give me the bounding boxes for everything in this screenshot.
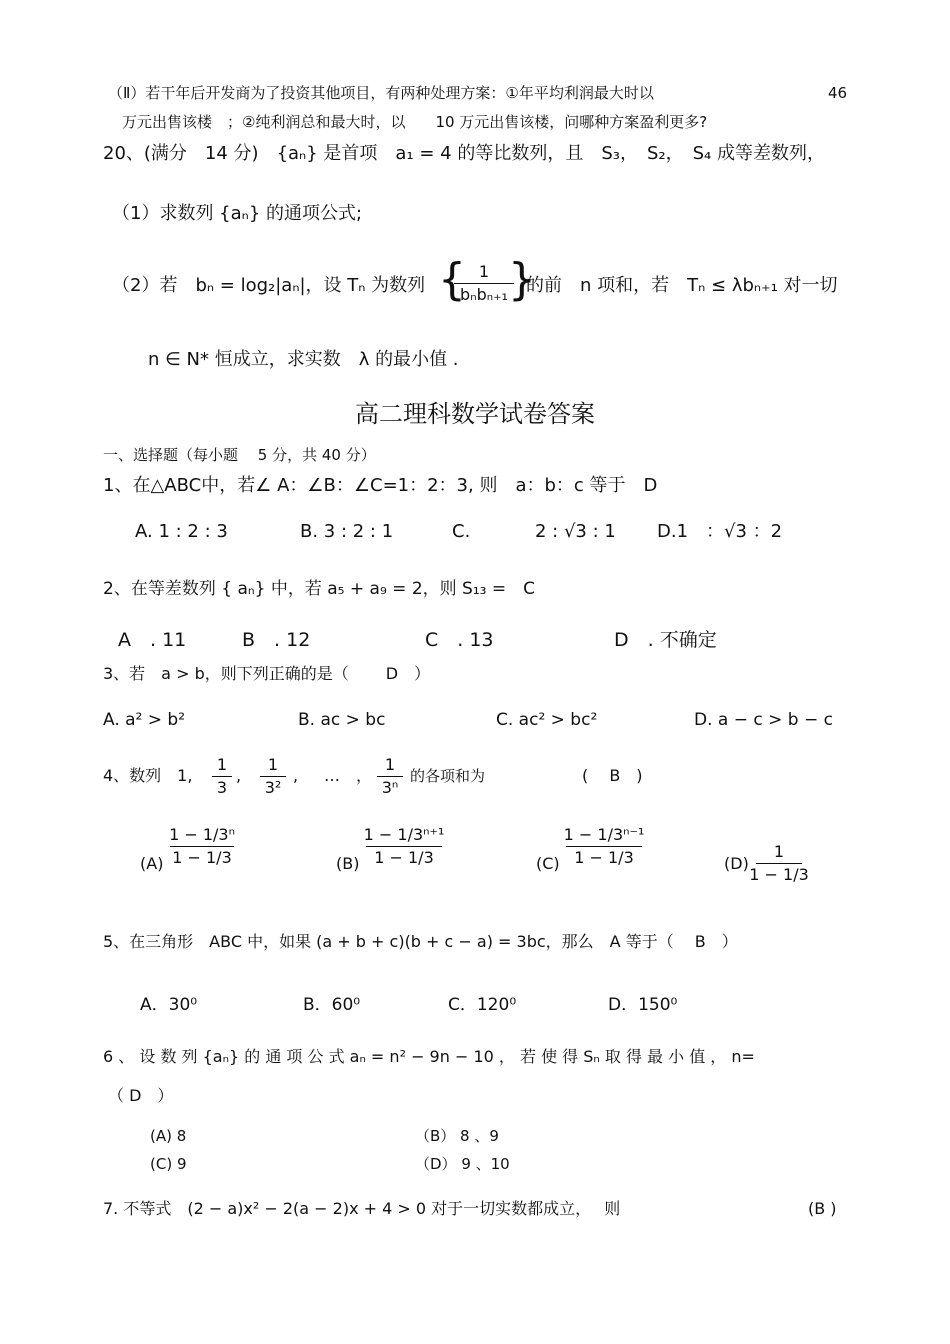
q1-option-b: B. 3 : 2 : 1 (300, 521, 394, 542)
q4-comma-2: , (293, 766, 299, 785)
q20-fraction-denominator: bₙbₙ₊₁ (460, 284, 508, 304)
q1-stem: 1、在△ABC中，若∠ A：∠B：∠C=1：2：3, 则 a：b：c 等于 D (103, 475, 658, 496)
q20-fraction (454, 263, 514, 303)
fraction-bar (454, 283, 514, 284)
q2-option-a: A . 11 (118, 629, 187, 651)
q6-option-b: （B） 8 、9 (415, 1127, 499, 1145)
q4-option-d-den: 1 − 1/3 (749, 864, 809, 884)
fraction-bar (212, 776, 232, 777)
q5-option-d: D．150⁰ (608, 995, 678, 1015)
q1-option-c: 2 : √3 : 1 (535, 521, 616, 542)
q4-comma-1: , (236, 766, 242, 785)
q4-term-1-num: 1 (216, 755, 228, 774)
q4-option-a-num: 1 − 1/3ⁿ (169, 825, 235, 844)
q19-part2-line1: （Ⅱ）若干年后开发商为了投资其他项目，有两种处理方案：①年平均利润最大时以 (108, 84, 654, 102)
q4-option-b-den: 1 − 1/3 (374, 847, 434, 867)
q20-part2-line2: n ∈ N* 恒成立，求实数 λ 的最小值 . (148, 349, 459, 370)
q4-option-d-label: (D) (724, 854, 749, 873)
q20-stem: 20、(满分 14 分) {aₙ} 是首项 a₁ = 4 的等比数列，且 S₃， S₂， S₄ 成等差数列， (103, 143, 825, 164)
q4-option-c (563, 825, 645, 867)
q4-option-c-num: 1 − 1/3ⁿ⁻¹ (563, 825, 645, 844)
q4-answer: ( B ) (582, 766, 643, 785)
q7-answer: (B ) (808, 1199, 837, 1218)
q20-part2-a: （2）若 bₙ = log₂|aₙ|，设 Tₙ 为数列 (112, 275, 426, 296)
q1-option-a: A. 1 : 2 : 3 (135, 521, 228, 542)
q4-term-2-den: 3² (264, 777, 282, 797)
q2-stem: 2、在等差数列 { aₙ} 中，若 a₅ + a₉ = 2，则 S₁₃ = C (103, 579, 535, 599)
q3-option-d: D. a − c > b − c (694, 710, 833, 730)
q4-term-2 (260, 756, 286, 796)
q4-option-a-den: 1 − 1/3 (172, 847, 232, 867)
q20-sequence-brace-left: { (438, 254, 466, 305)
q5-option-b: B．60⁰ (303, 995, 361, 1015)
q6-option-c: (C) 9 (150, 1155, 187, 1173)
q6-stem: 6 、 设 数 列 {aₙ} 的 通 项 公 式 aₙ = n² − 9n − 10 ， 若 使 得 Sₙ 取 得 最 小 值 ， n= (103, 1047, 755, 1066)
q3-option-b: B. ac > bc (298, 710, 386, 730)
q4-option-d-num: 1 (773, 842, 785, 861)
q4-term-1 (212, 756, 232, 796)
q2-option-b: B . 12 (242, 629, 311, 651)
q19-part2-number: 46 (828, 84, 848, 102)
q19-part2-line2: 万元出售该楼 ；②纯利润总和最大时，以 10 万元出售该楼，问哪种方案盈利更多? (122, 113, 708, 131)
q4-stem-start: 4、数列 1, (103, 766, 193, 785)
fraction-bar (566, 846, 642, 847)
q4-ellipsis: … ， (324, 766, 373, 785)
q4-term-n-num: 1 (384, 755, 396, 774)
q2-option-d: D . 不确定 (614, 629, 717, 651)
q20-sequence-brace-right: } (508, 254, 536, 305)
q6-option-a: (A) 8 (150, 1127, 187, 1145)
q2-option-c: C . 13 (425, 629, 494, 651)
q4-option-a-label: (A) (140, 854, 164, 873)
q4-term-n-den: 3ⁿ (381, 777, 399, 797)
q4-term-2-num: 1 (267, 755, 279, 774)
q1-option-d: D.1 ：√3 ：2 (657, 521, 783, 542)
q4-option-b-label: (B) (336, 854, 360, 873)
q5-stem: 5、在三角形 ABC 中，如果 (a + b + c)(b + c − a) = 3bc，那么 A 等于（ B ） (103, 932, 738, 951)
q4-option-d (749, 842, 809, 884)
fraction-bar (756, 863, 802, 864)
q5-option-c: C．120⁰ (448, 995, 517, 1015)
q4-option-c-den: 1 − 1/3 (574, 847, 634, 867)
fraction-bar (377, 776, 403, 777)
q4-option-b (363, 825, 445, 867)
q7-stem: 7. 不等式 (2 − a)x² − 2(a − 2)x + 4 > 0 对于一切实数都成立， 则 (103, 1199, 621, 1218)
q3-stem: 3、若 a > b，则下列正确的是（ D ） (103, 664, 431, 683)
fraction-bar (170, 846, 234, 847)
q6-answer: （ D ） (108, 1086, 174, 1105)
q5-option-a: A．30⁰ (140, 995, 198, 1015)
q4-term-1-den: 3 (216, 777, 228, 797)
q3-option-c: C. ac² > bc² (496, 710, 598, 730)
section-heading: 一、选择题（每小题 5 分，共 40 分） (103, 446, 376, 464)
q4-option-b-num: 1 − 1/3ⁿ⁺¹ (363, 825, 445, 844)
q4-term-n (377, 756, 403, 796)
q1-option-c-label: C. (452, 521, 471, 542)
fraction-bar (366, 846, 442, 847)
q6-option-d: （D） 9 、10 (415, 1155, 510, 1173)
q20-part1: （1）求数列 {aₙ} 的通项公式; (112, 203, 363, 224)
q20-part2-b: 的前 n 项和，若 Tₙ ≤ λbₙ₊₁ 对一切 (526, 275, 838, 296)
q4-option-a (170, 826, 234, 866)
answer-title: 高二理科数学试卷答案 (355, 400, 595, 428)
q4-stem-end: 的各项和为 (410, 767, 486, 785)
q20-fraction-numerator: 1 (478, 262, 490, 281)
q4-option-c-label: (C) (536, 854, 560, 873)
fraction-bar (260, 776, 286, 777)
q3-option-a: A. a² > b² (103, 710, 186, 730)
